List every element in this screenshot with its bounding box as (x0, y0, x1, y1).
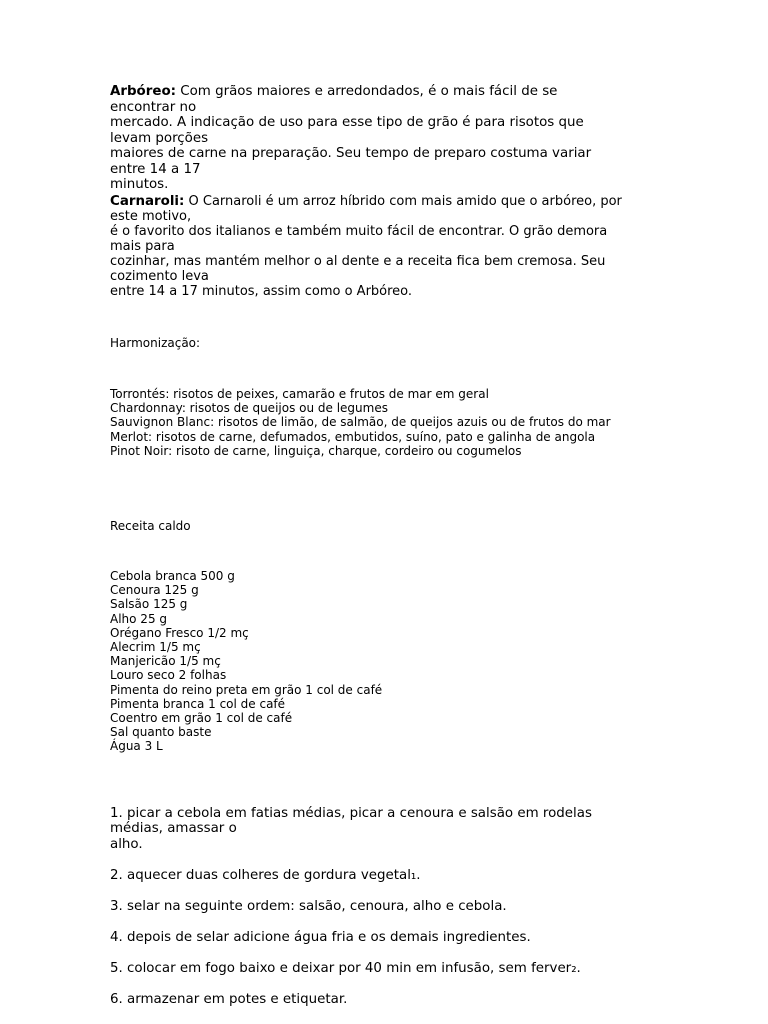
ingredient-item: Louro seco 2 folhas (110, 668, 227, 683)
arboreo-text: Com grãos maiores e arredondados, é o mais fácil de se encontrar no mercado. A indicação de uso para esse tipo de grão é para risotos que levam porções maiores de carne na preparação. Seu tempo de preparo costuma variar entre 14 a 17 minutos. (110, 84, 592, 192)
ingredient-item: Manjericão 1/5 mç (110, 654, 221, 669)
carnaroli-paragraph (110, 194, 622, 299)
harmonizacao-item: Pinot Noir: risoto de carne, linguiça, charque, cordeiro ou cogumelos (110, 443, 522, 458)
ingredient-item: Água 3 L (110, 739, 163, 754)
harmonizacao-item: Torrontés: risotos de peixes, camarão e frutos de mar em geral (110, 387, 489, 401)
ingredient-item: Alho 25 g (110, 611, 168, 626)
ingredient-list (110, 569, 382, 753)
steps-list (110, 790, 592, 1023)
carnaroli-term: Carnaroli: (110, 194, 185, 209)
arboreo-paragraph (110, 84, 591, 193)
step-item: 6. armazenar em potes e etiquetar. (110, 991, 348, 1007)
step-item: 1. picar a cebola em fatias médias, picar a cenoura e salsão em rodelas médias, amassar o alho. (110, 805, 592, 852)
carnaroli-text: O Carnaroli é um arroz híbrido com mais amido que o arbóreo, por este motivo, é o favorito dos italianos e também muito fácil de encontrar. O grão demora mais para cozinhar, mas mantém melhor o al dente e a receita fica bem cremosa. Seu cozimento leva entre 14 a 17 minutos, assim como o Arbóreo. (110, 194, 622, 299)
step-item: 3. selar na seguinte ordem: salsão, cenoura, alho e cebola. (110, 898, 507, 914)
step-item: 4. depois de selar adicione água fria e os demais ingredientes. (110, 929, 531, 945)
harmonizacao-item: Sauvignon Blanc: risotos de limão, de salmão, de queijos azuis ou de frutos do mar (110, 415, 611, 430)
ingredient-item: Cenoura 125 g (110, 583, 199, 598)
harmonizacao-item: Chardonnay: risotos de queijos ou de legumes (110, 401, 388, 416)
ingredient-item: Pimenta do reino preta em grão 1 col de café (110, 682, 383, 697)
step-item: 5. colocar em fogo baixo e deixar por 40 min em infusão, sem ferver₂. (110, 960, 581, 976)
ingredient-item: Salsão 125 g (110, 597, 188, 612)
ingredient-item: Pimenta branca 1 col de café (110, 696, 286, 711)
ingredient-item: Alecrim 1/5 mç (110, 639, 201, 654)
receita-heading: Receita caldo (110, 519, 191, 533)
ingredient-item: Orégano Fresco 1/2 mç (110, 625, 249, 640)
ingredient-item: Sal quanto baste (110, 725, 212, 740)
step-item: 2. aquecer duas colheres de gordura vegetal₁. (110, 867, 421, 883)
harmonizacao-heading: Harmonização: (110, 336, 201, 350)
harmonizacao-list (110, 387, 611, 458)
arboreo-term: Arbóreo: (110, 84, 176, 99)
harmonizacao-item: Merlot: risotos de carne, defumados, embutidos, suíno, pato e galinha de angola (110, 429, 596, 444)
ingredient-item: Cebola branca 500 g (110, 569, 235, 583)
ingredient-item: Coentro em grão 1 col de café (110, 710, 293, 725)
